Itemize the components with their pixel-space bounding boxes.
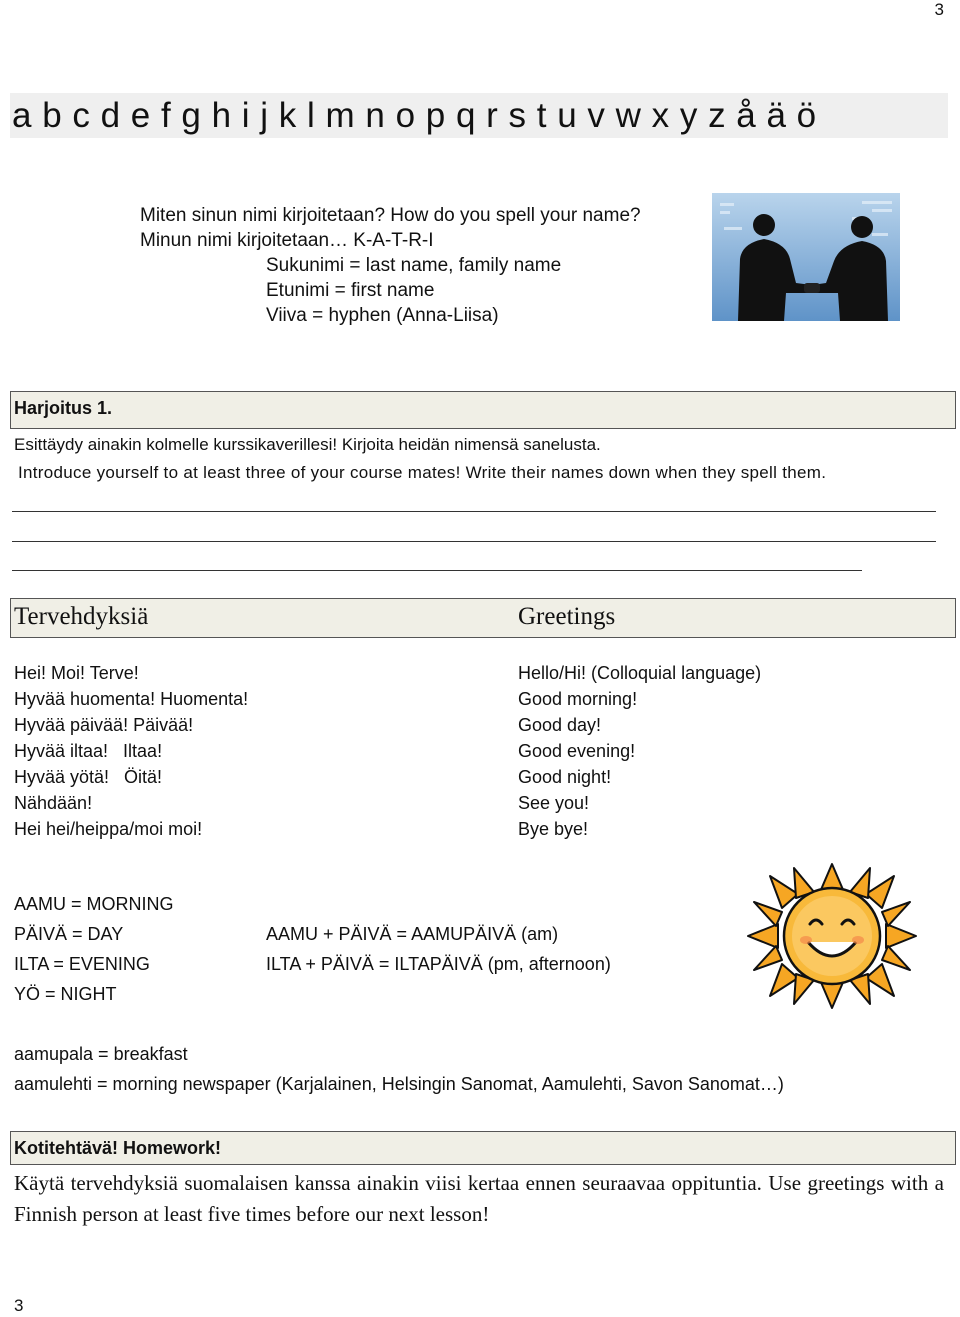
smiling-sun-illustration bbox=[744, 862, 920, 1010]
vocab-compound: AAMU + PÄIVÄ = AAMUPÄIVÄ (am) bbox=[266, 924, 559, 944]
exercise-instruction-fi: Esittäydy ainakin kolmelle kurssikaverillesi! Kirjoita heidän nimensä sanelusta. bbox=[14, 435, 601, 454]
spelling-firstname: Etunimi = first name bbox=[266, 280, 435, 301]
greeting-fi: Hyvää päivää! Päivää! bbox=[14, 715, 194, 735]
spelling-answer: Minun nimi kirjoitetaan… K-A-T-R-I bbox=[140, 230, 434, 251]
page-number-bottom: 3 bbox=[14, 1296, 24, 1315]
greeting-fi: Hyvää iltaa! Iltaa! bbox=[14, 741, 163, 761]
vocab-word: aamupala = breakfast bbox=[14, 1044, 188, 1064]
page-number-top: 3 bbox=[934, 0, 944, 19]
vocab-time: PÄIVÄ = DAY bbox=[14, 924, 124, 944]
spelling-hyphen: Viiva = hyphen (Anna-Liisa) bbox=[266, 305, 499, 326]
greeting-en: Good evening! bbox=[518, 741, 636, 761]
greeting-fi: Hyvää huomenta! Huomenta! bbox=[14, 689, 249, 709]
greeting-en: Good night! bbox=[518, 767, 612, 787]
greeting-fi: Hei! Moi! Terve! bbox=[14, 663, 139, 683]
greeting-fi: Hyvää yötä! Öitä! bbox=[14, 767, 163, 787]
writing-line bbox=[12, 511, 936, 512]
spelling-surname: Sukunimi = last name, family name bbox=[266, 255, 562, 276]
greeting-fi: Hei hei/heippa/moi moi! bbox=[14, 819, 203, 839]
exercise-instruction-en: Introduce yourself to at least three of your course mates! Write their names down when they spell them. bbox=[18, 463, 827, 482]
greetings-header bbox=[10, 598, 956, 638]
greeting-fi: Nähdään! bbox=[14, 793, 93, 813]
vocab-compound: ILTA + PÄIVÄ = ILTAPÄIVÄ (pm, afternoon) bbox=[266, 954, 611, 974]
greetings-heading-fi: Tervehdyksiä bbox=[14, 603, 149, 630]
vocab-time: AAMU = MORNING bbox=[14, 894, 174, 914]
homework-title: Kotitehtävä! Homework! bbox=[14, 1138, 222, 1158]
greeting-en: Good day! bbox=[518, 715, 602, 735]
handshake-illustration bbox=[712, 193, 900, 321]
alphabet: a b c d e f g h i j k l m n o p q r s t u v w x y z å ä ö bbox=[12, 96, 817, 135]
writing-line bbox=[12, 570, 862, 571]
vocab-word: aamulehti = morning newspaper (Karjalainen, Helsingin Sanomat, Aamulehti, Savon Sanomat…) bbox=[14, 1074, 784, 1094]
greeting-en: Good morning! bbox=[518, 689, 638, 709]
homework-text: Käytä tervehdyksiä suomalaisen kanssa ainakin viisi kertaa ennen seuraavaa oppituntia. Use greetings with a Finnish person at least five times before our next lesson! bbox=[14, 1171, 944, 1226]
vocab-time: YÖ = NIGHT bbox=[14, 984, 117, 1004]
vocab-time: ILTA = EVENING bbox=[14, 954, 150, 974]
spelling-question: Miten sinun nimi kirjoitetaan? How do you spell your name? bbox=[140, 205, 641, 226]
exercise-header bbox=[10, 391, 956, 429]
exercise-title: Harjoitus 1. bbox=[14, 398, 113, 418]
greeting-en: See you! bbox=[518, 793, 590, 813]
greeting-en: Bye bye! bbox=[518, 819, 589, 839]
greeting-en: Hello/Hi! (Colloquial language) bbox=[518, 663, 762, 683]
writing-line bbox=[12, 541, 936, 542]
greetings-heading-en: Greetings bbox=[518, 603, 616, 630]
